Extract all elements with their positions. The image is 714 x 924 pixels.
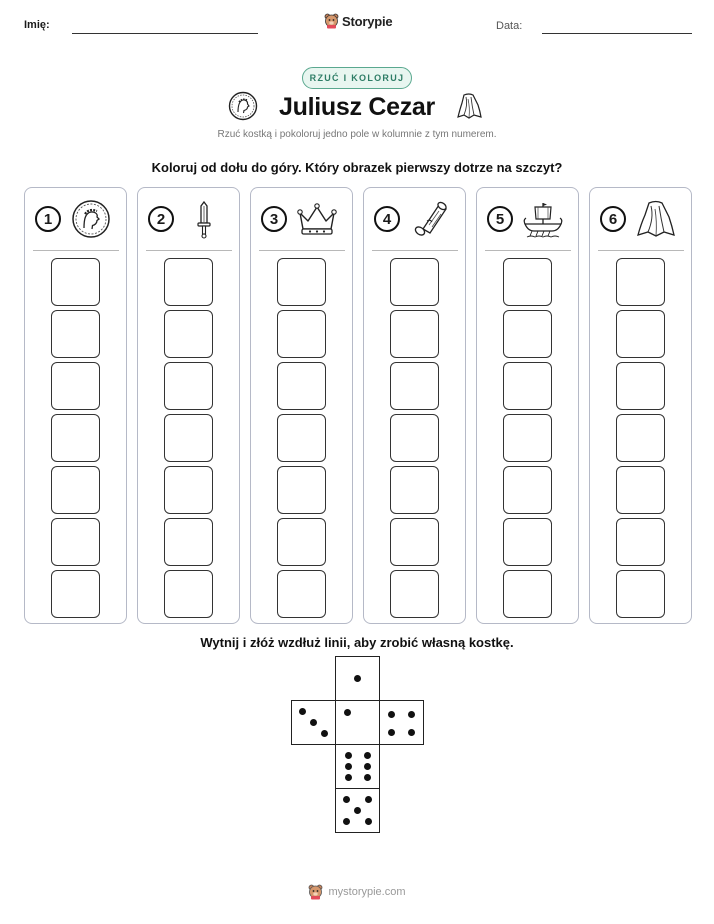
column-divider [146,250,232,251]
color-cell[interactable] [390,310,439,358]
die-face-4 [379,700,424,745]
die-pip [364,752,371,759]
color-cell[interactable] [503,414,552,462]
die-pip [345,763,352,770]
color-cell[interactable] [164,310,213,358]
color-cell[interactable] [616,414,665,462]
color-cell[interactable] [277,466,326,514]
die-face-3 [291,700,336,745]
cloak-icon [635,199,677,239]
die-face-1 [335,656,380,701]
name-line[interactable] [72,33,258,34]
color-cell[interactable] [390,518,439,566]
die-face-5 [335,788,380,833]
color-cell[interactable] [616,310,665,358]
bear-logo-icon [324,13,339,29]
color-cell[interactable] [616,362,665,410]
die-pip [365,818,372,825]
crown-icon [296,199,338,239]
column-header [590,188,691,250]
column-1 [24,187,127,624]
die-pip [354,675,361,682]
die-pip [364,774,371,781]
bear-logo-icon [308,884,323,900]
column-divider [598,250,684,251]
column-header [138,188,239,250]
date-line[interactable] [542,33,692,34]
color-cell[interactable] [164,570,213,618]
column-divider [372,250,458,251]
color-cell[interactable] [277,414,326,462]
color-cell[interactable] [503,518,552,566]
column-2 [137,187,240,624]
name-label: Imię: [24,19,50,31]
page-title: Juliusz Cezar [279,93,435,121]
die-pip [408,729,415,736]
color-cell[interactable] [277,570,326,618]
color-cell[interactable] [51,414,100,462]
column-4 [363,187,466,624]
column-number: 5 [487,206,513,232]
die-pip [299,708,306,715]
color-cell[interactable] [503,258,552,306]
color-cell[interactable] [390,258,439,306]
ship-icon [522,199,564,239]
column-6 [589,187,692,624]
die-pip [408,711,415,718]
date-label: Data: [496,20,523,32]
die-pip [343,818,350,825]
column-header [251,188,352,250]
color-cell[interactable] [616,258,665,306]
column-5 [476,187,579,624]
column-divider [33,250,119,251]
column-header [477,188,578,250]
die-pip [365,796,372,803]
color-cell[interactable] [164,414,213,462]
color-cell[interactable] [503,310,552,358]
color-cell[interactable] [503,466,552,514]
subtitle: Rzuć kostką i pokoloruj jedno pole w kolumnie z tym numerem. [217,129,497,140]
die-pip [344,709,351,716]
color-cell[interactable] [164,466,213,514]
color-columns [24,187,690,624]
column-number: 2 [148,206,174,232]
color-cell[interactable] [390,362,439,410]
cloak-icon [454,91,484,121]
color-cell[interactable] [164,362,213,410]
column-header [25,188,126,250]
die-pip [345,774,352,781]
color-cell[interactable] [616,466,665,514]
activity-badge: RZUĆ I KOLORUJ [302,67,412,89]
sword-icon [183,199,225,239]
color-cell[interactable] [51,258,100,306]
cut-instruction: Wytnij i złóż wzdłuż linii, aby zrobić własną kostkę. [200,635,514,650]
color-cell[interactable] [503,570,552,618]
color-cell[interactable] [503,362,552,410]
column-number: 3 [261,206,287,232]
color-cell[interactable] [616,518,665,566]
footer [0,884,714,900]
die-pip [310,719,317,726]
die-pip [388,729,395,736]
storypie-logo [324,13,392,29]
instruction: Koloruj od dołu do góry. Który obrazek pierwszy dotrze na szczyt? [151,160,563,175]
color-cell[interactable] [164,258,213,306]
column-divider [485,250,571,251]
column-divider [259,250,345,251]
color-cell[interactable] [277,518,326,566]
die-face-1 [335,700,380,745]
color-cell[interactable] [51,310,100,358]
footer-link[interactable]: mystorypie.com [328,886,406,898]
die-pip [321,730,328,737]
color-cell[interactable] [616,570,665,618]
die-pip [388,711,395,718]
color-cell[interactable] [277,310,326,358]
color-cell[interactable] [51,570,100,618]
color-cell[interactable] [277,362,326,410]
column-number: 4 [374,206,400,232]
color-cell[interactable] [390,570,439,618]
color-cell[interactable] [277,258,326,306]
column-number: 6 [600,206,626,232]
die-pip [343,796,350,803]
color-cell[interactable] [390,414,439,462]
color-cell[interactable] [51,362,100,410]
column-number: 1 [35,206,61,232]
die-face-6 [335,744,380,789]
die-pip [354,807,361,814]
color-cell[interactable] [390,466,439,514]
color-cell[interactable] [164,518,213,566]
coin-icon [70,199,112,239]
scroll-icon [409,199,451,239]
color-cell[interactable] [51,518,100,566]
die-pip [364,763,371,770]
die-pip [345,752,352,759]
column-3 [250,187,353,624]
color-cell[interactable] [51,466,100,514]
logo-text: Storypie [342,13,393,29]
column-header [364,188,465,250]
